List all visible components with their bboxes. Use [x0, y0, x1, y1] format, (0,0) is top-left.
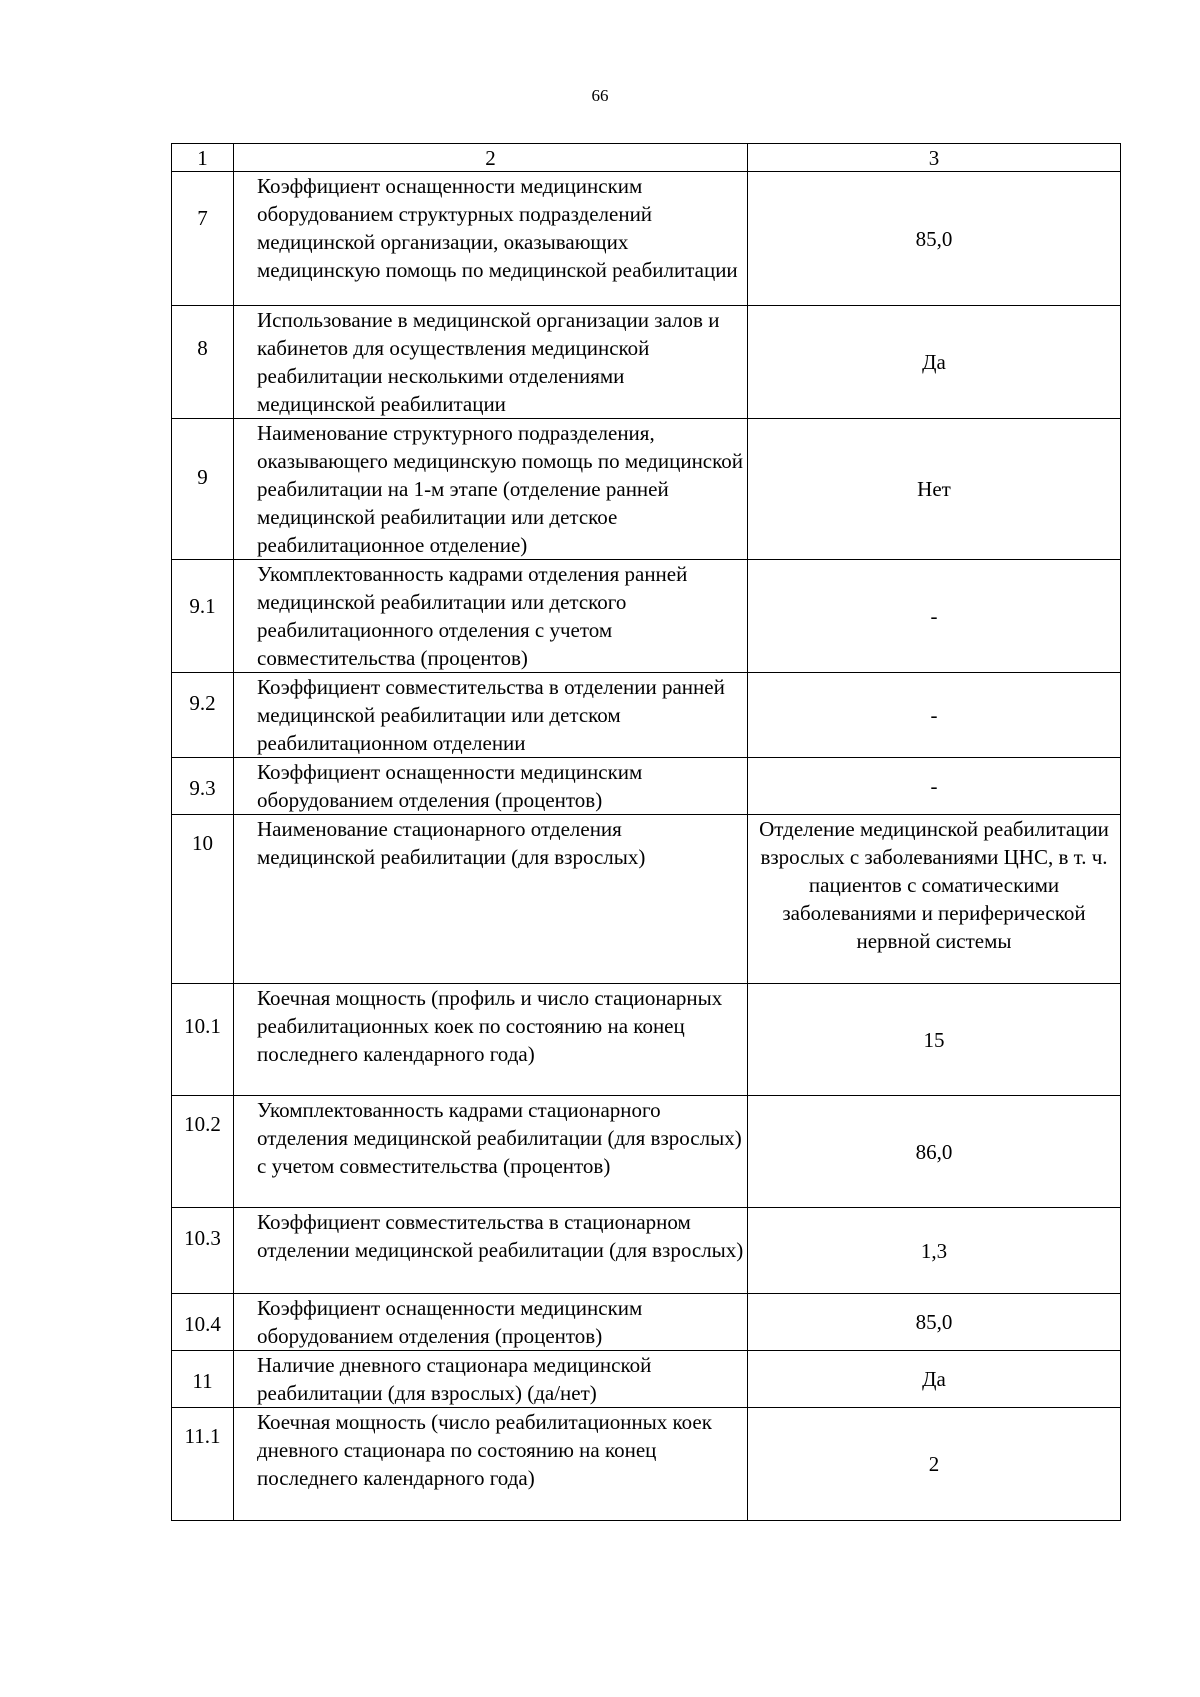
- row-description: Укомплектованность кадрами стационарного отделения медицинской реабилитации (для взрослых) с учетом совместительства (процентов): [234, 1096, 748, 1208]
- row-number: 10: [172, 815, 234, 984]
- row-description: Коэффициент оснащенности медицинским оборудованием структурных подразделений медицинской организации, оказывающих медицинскую помощь по медицинской реабилитации: [234, 172, 748, 306]
- row-description: Использование в медицинской организации залов и кабинетов для осуществления медицинской реабилитации несколькими отделениями медицинской реабилитации: [234, 306, 748, 419]
- data-table: [171, 143, 1121, 1521]
- row-value: 86,0: [748, 1096, 1121, 1208]
- row-value: 15: [748, 984, 1121, 1096]
- row-number: 10.2: [172, 1096, 234, 1208]
- table-row: [172, 1408, 1121, 1521]
- table-row: [172, 673, 1121, 758]
- row-value: 2: [748, 1408, 1121, 1521]
- row-description: Наличие дневного стационара медицинской реабилитации (для взрослых) (да/нет): [234, 1351, 748, 1408]
- table-header-row: [172, 144, 1121, 172]
- row-value: 85,0: [748, 172, 1121, 306]
- row-value: -: [748, 758, 1121, 815]
- row-description: Коэффициент оснащенности медицинским оборудованием отделения (процентов): [234, 1294, 748, 1351]
- row-value: -: [748, 673, 1121, 758]
- row-value: Да: [748, 306, 1121, 419]
- table-row: [172, 815, 1121, 984]
- row-description: Коэффициент совместительства в стационарном отделении медицинской реабилитации (для взрослых): [234, 1208, 748, 1294]
- row-value: 1,3: [748, 1208, 1121, 1294]
- row-description: Наименование стационарного отделения медицинской реабилитации (для взрослых): [234, 815, 748, 984]
- table-row: [172, 1351, 1121, 1408]
- row-number: 7: [172, 172, 234, 306]
- row-description: Укомплектованность кадрами отделения ранней медицинской реабилитации или детского реабилитационного отделения с учетом совместительства (процентов): [234, 560, 748, 673]
- row-number: 9.3: [172, 758, 234, 815]
- row-value: Нет: [748, 419, 1121, 560]
- table-row: [172, 1096, 1121, 1208]
- header-cell: 2: [234, 144, 748, 172]
- row-description: Наименование структурного подразделения, оказывающего медицинскую помощь по медицинской реабилитации на 1-м этапе (отделение ранней медицинской реабилитации или детское реабилитационное отделение): [234, 419, 748, 560]
- row-description: Коечная мощность (число реабилитационных коек дневного стационара по состоянию на конец последнего календарного года): [234, 1408, 748, 1521]
- row-number: 11: [172, 1351, 234, 1408]
- row-value: Отделение медицинской реабилитации взрослых с заболеваниями ЦНС, в т. ч. пациентов с соматическими заболеваниями и периферической нервной системы: [748, 815, 1121, 984]
- table-row: [172, 1208, 1121, 1294]
- row-value: -: [748, 560, 1121, 673]
- table-row: [172, 984, 1121, 1096]
- row-number: 9: [172, 419, 234, 560]
- row-number: 10.3: [172, 1208, 234, 1294]
- row-number: 11.1: [172, 1408, 234, 1521]
- row-number: 8: [172, 306, 234, 419]
- page-number: 66: [591, 86, 609, 105]
- table-row: [172, 306, 1121, 419]
- row-description: Коечная мощность (профиль и число стационарных реабилитационных коек по состоянию на конец последнего календарного года): [234, 984, 748, 1096]
- row-number: 10.4: [172, 1294, 234, 1351]
- row-number: 9.2: [172, 673, 234, 758]
- row-value: Да: [748, 1351, 1121, 1408]
- table-row: [172, 419, 1121, 560]
- row-value: 85,0: [748, 1294, 1121, 1351]
- table-row: [172, 1294, 1121, 1351]
- row-number: 10.1: [172, 984, 234, 1096]
- row-description: Коэффициент оснащенности медицинским оборудованием отделения (процентов): [234, 758, 748, 815]
- table-row: [172, 172, 1121, 306]
- row-description: Коэффициент совместительства в отделении ранней медицинской реабилитации или детском реабилитационном отделении: [234, 673, 748, 758]
- table-row: [172, 560, 1121, 673]
- header-cell: 1: [172, 144, 234, 172]
- table-row: [172, 758, 1121, 815]
- row-number: 9.1: [172, 560, 234, 673]
- header-cell: 3: [748, 144, 1121, 172]
